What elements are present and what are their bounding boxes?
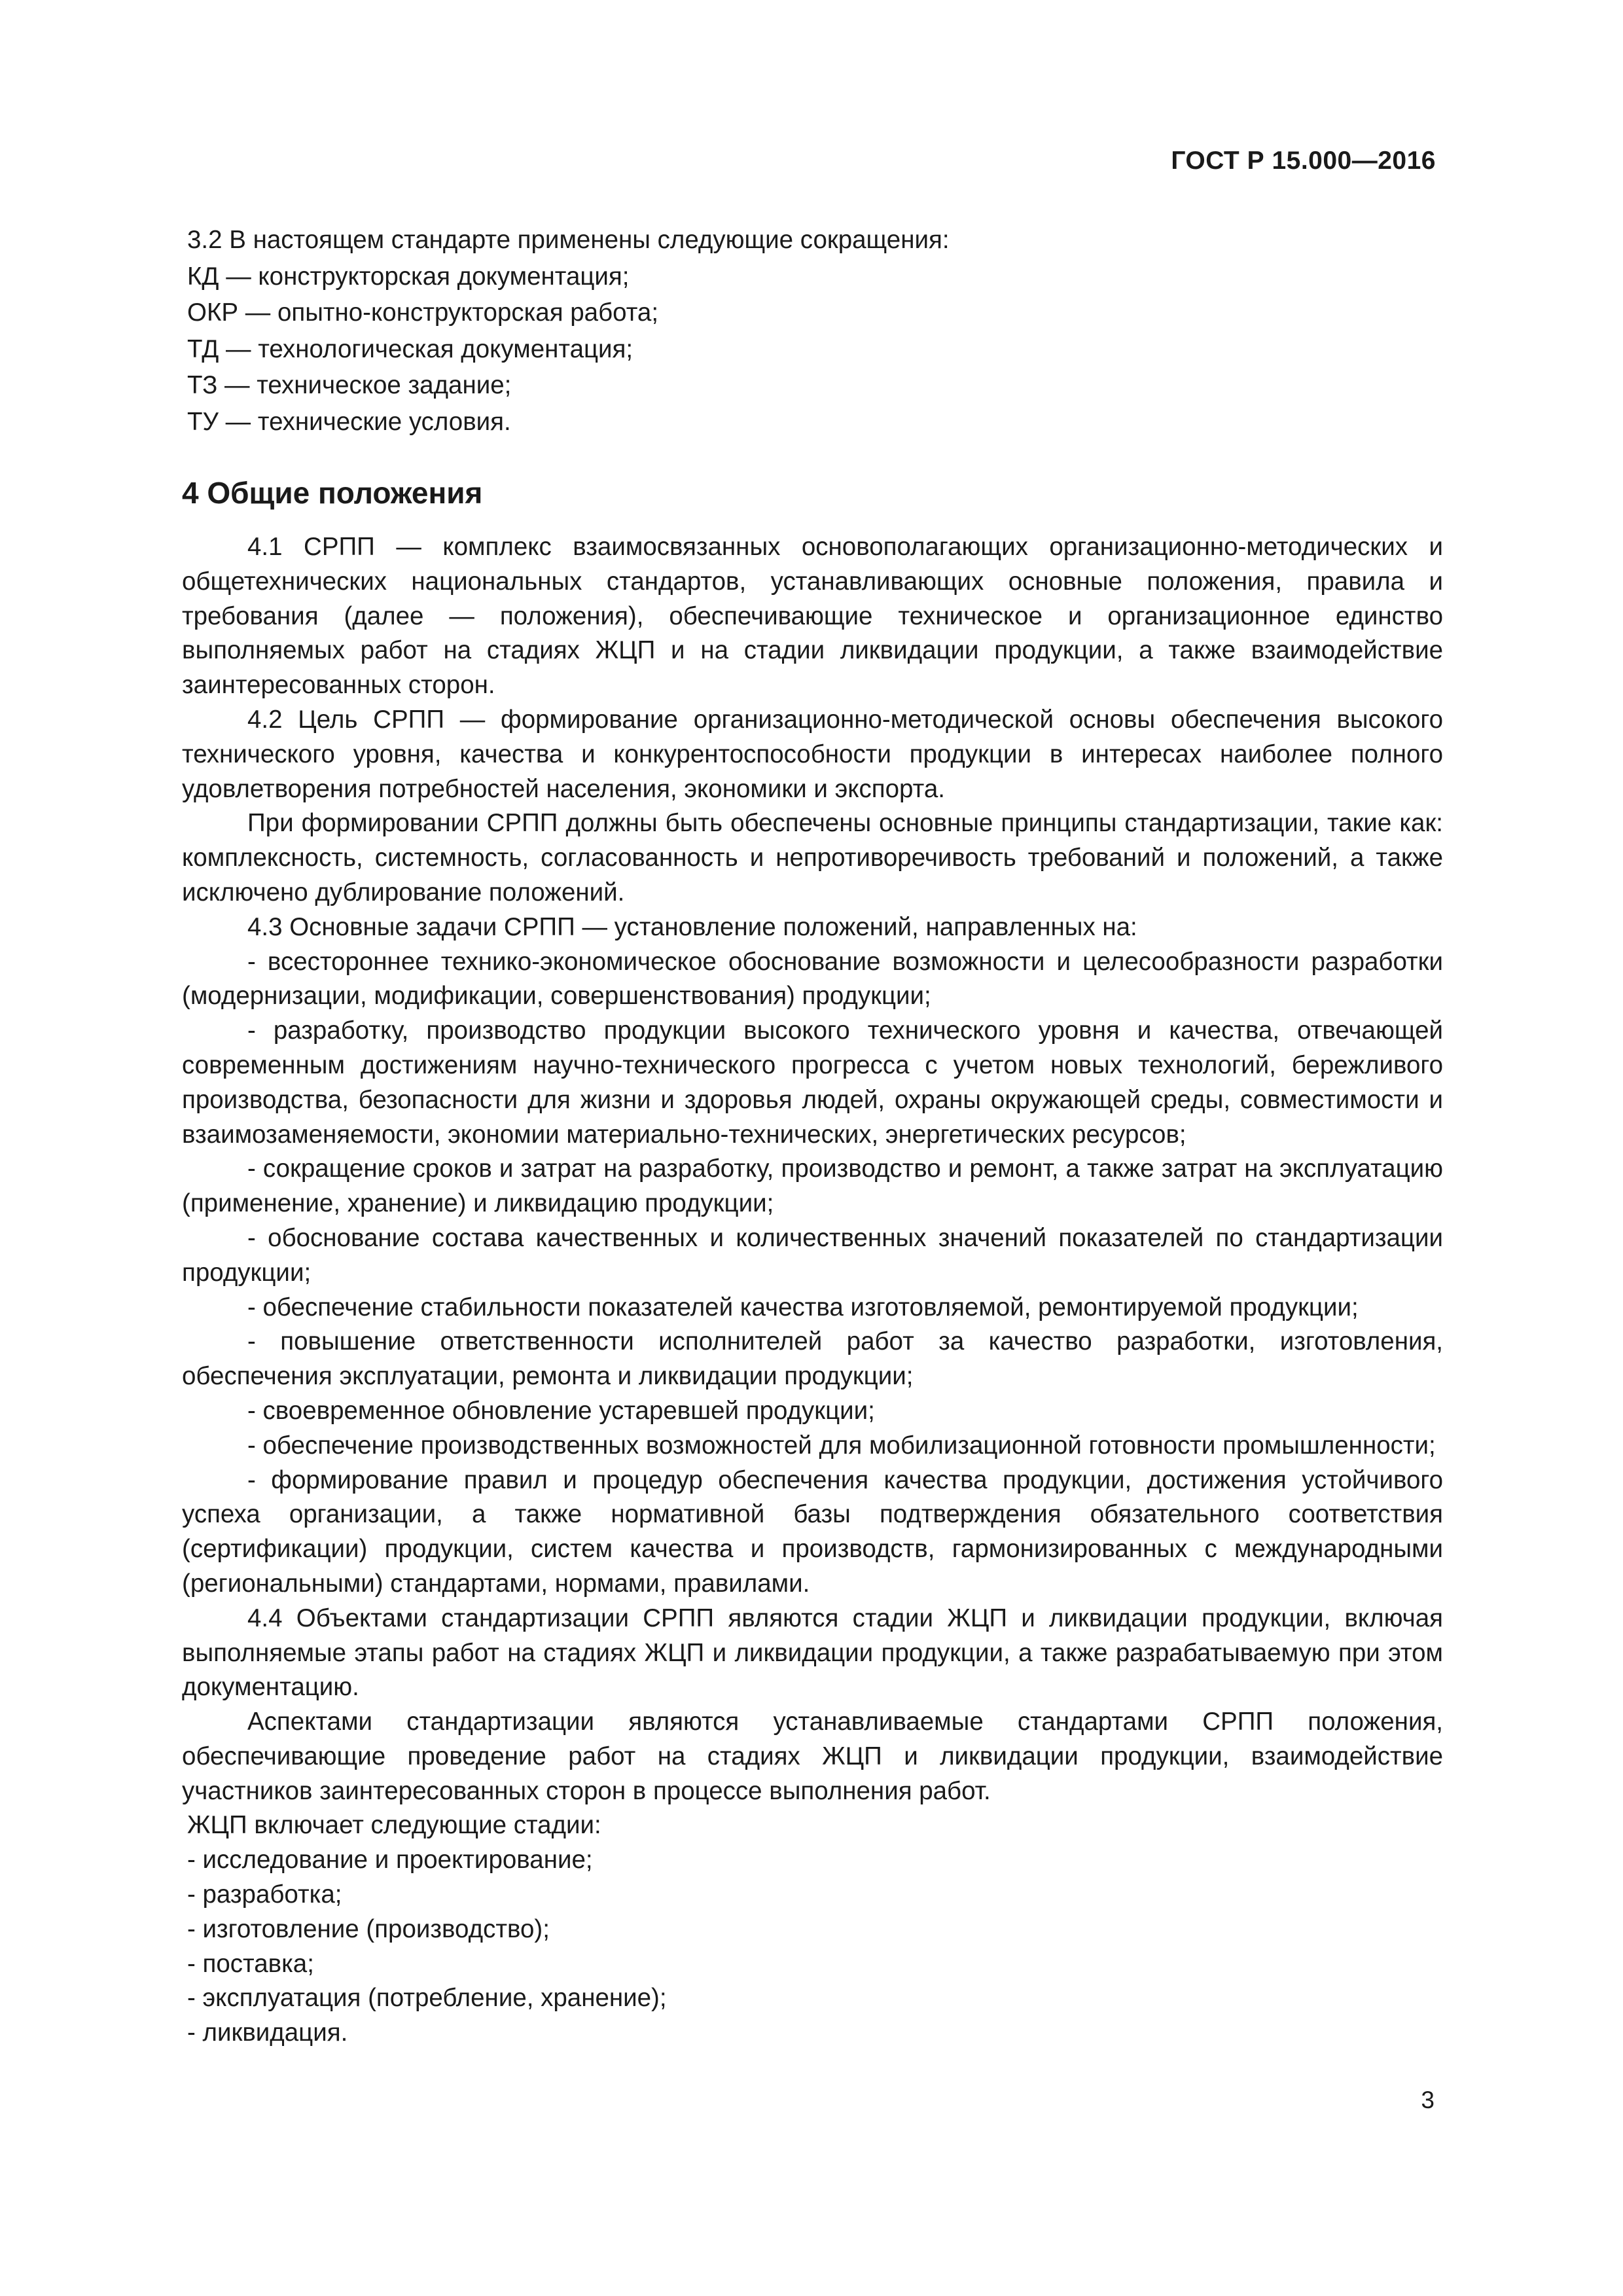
abbreviation-item: КД — конструкторская документация; [187,262,630,291]
section-title: 4 Общие положения [182,476,483,510]
abbreviation-item: ТУ — технические условия. [187,407,511,436]
task-item: - обоснование состава качественных и количественных значений показателей по стандартизации продукции; [182,1223,1443,1287]
stage-item: - разработка; [187,1880,342,1909]
task-item: - формирование правил и процедур обеспечения качества продукции, достижения устойчивого успеха организации, а также нормативной базы подтверждения обязательного соответствия (сертификации) продукции, систем качества и производств, гармонизированных с международными (региональными) стандартами, нормами, правилами. [182,1465,1443,1598]
abbreviations-block [182,222,1443,440]
task-item: - обеспечение стабильности показателей качества изготовляемой, ремонтируемой продукции; [247,1293,1359,1321]
stage-item: - исследование и проектирование; [187,1846,593,1874]
page-content [182,222,1443,2051]
abbreviation-item: ТЗ — техническое задание; [187,371,512,399]
stage-item: - эксплуатация (потребление, хранение); [187,1984,667,2013]
task-item: - повышение ответственности исполнителей работ за качество разработки, изготовления, обеспечения эксплуатации, ремонта и ликвидации продукции; [182,1327,1443,1391]
page-number: 3 [1421,2087,1435,2113]
task-item: - всестороннее технико-экономическое обоснование возможности и целесообразности разработки (модернизации, модификации, совершенствования) продукции; [182,947,1443,1011]
stage-item: - ликвидация. [187,2018,348,2047]
stage-item: - поставка; [187,1949,314,1978]
task-item: - своевременное обновление устаревшей продукции; [247,1396,875,1425]
abbreviations-intro: 3.2 В настоящем стандарте применены следующие сокращения: [187,226,950,254]
stage-item: - изготовление (производство); [187,1914,550,1943]
abbreviation-item: ТД — технологическая документация; [187,334,633,363]
task-item: - разработку, производство продукции высокого технического уровня и качества, отвечающей современным достижениям научно-технического прогресса с учетом новых технологий, бережливого производства, безопасности для жизни и здоровья людей, охраны окружающей среды, совместимости и взаимозаменяемости, экономии материально-технических, энергетических ресурсов; [182,1016,1443,1149]
stages-intro: ЖЦП включает следующие стадии: [187,1811,601,1840]
task-item: - обеспечение производственных возможностей для мобилизационной готовности промышленности; [247,1431,1436,1460]
paragraph-4-3: 4.3 Основные задачи СРПП — установление положений, направленных на: [247,912,1137,941]
task-item: - сокращение сроков и затрат на разработку, производство и ремонт, а также затрат на эксплуатацию (применение, хранение) и ликвидацию продукции; [182,1155,1443,1218]
paragraph-4-4-aspects: Аспектами стандартизации являются устанавливаемые стандартами СРПП положения, обеспечивающие проведение работ на стадиях ЖЦП и ликвидации продукции, взаимодействие участников заинтересованных сторон в процессе выполнения работ. [182,1708,1443,1805]
paragraph-4-2: 4.2 Цель СРПП — формирование организационно-методической основы обеспечения высокого технического уровня, качества и конкурентоспособности продукции в интересах наиболее полного удовлетворения потребностей населения, экономики и экспорта. [182,705,1443,803]
paragraph-4-1: 4.1 СРПП — комплекс взаимосвязанных основополагающих организационно-методических и общетехнических национальных стандартов, устанавливающих основные положения, правила и требования (далее — положения), обеспечивающие техническое и организационное единство выполняемых работ на стадиях ЖЦП и на стадии ликвидации продукции, а также взаимодействие заинтересованных сторон. [182,533,1443,700]
section-body [182,530,1443,2051]
document-code: ГОСТ Р 15.000—2016 [1171,147,1436,175]
abbreviation-item: ОКР — опытно-конструкторская работа; [187,298,659,327]
paragraph-4-2-principles: При формировании СРПП должны быть обеспечены основные принципы стандартизации, такие как: комплексность, системность, согласованность и непротиворечивость требований и положений, а также исключено дублирование положений. [182,809,1443,906]
paragraph-4-4: 4.4 Объектами стандартизации СРПП являются стадии ЖЦП и ликвидации продукции, включая выполняемые этапы работ на стадиях ЖЦП и ликвидации продукции, а также разрабатываемую при этом документацию. [182,1604,1443,1702]
